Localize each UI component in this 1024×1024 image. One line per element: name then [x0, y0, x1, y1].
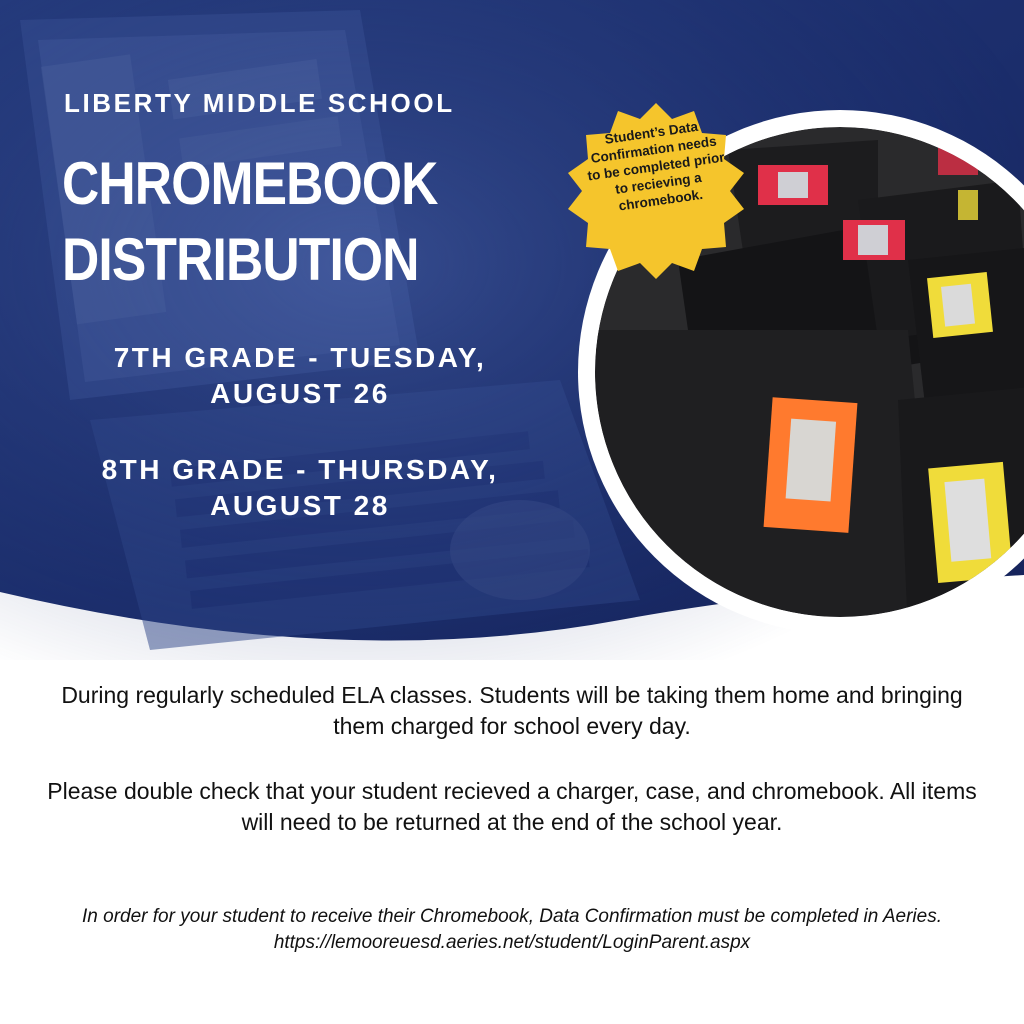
school-name: LIBERTY MIDDLE SCHOOL: [64, 88, 455, 118]
badge-text: Student’s Data Confirmation needs to be completed prior to recieving a chromebook.: [586, 118, 726, 214]
schedule-7th-grade: [40, 340, 560, 412]
schedule-8th-grade: [40, 452, 560, 524]
footnote-text: In order for your student to receive their Chromebook, Data Confirmation must be completed in Aeries.: [82, 906, 942, 927]
schedule-7th-grade-date: AUGUST 26: [210, 378, 390, 409]
schedule-7th-grade-day: 7TH GRADE - TUESDAY,: [113, 342, 487, 373]
schedule-8th-grade-date: AUGUST 28: [210, 490, 390, 521]
schedule-8th-grade-day: 8TH GRADE - THURSDAY,: [101, 454, 499, 485]
footnote: [40, 904, 984, 956]
paragraph-distribution-info: During regularly scheduled ELA classes. Students will be taking them home and bringing them charged for school every day.: [61, 682, 963, 739]
paragraph-return-info: Please double check that your student recieved a charger, case, and chromebook. All items will need to be returned at the end of the school year.: [47, 778, 977, 835]
aeries-login-link[interactable]: https://lemooreuesd.aeries.net/student/LoginParent.aspx: [273, 932, 751, 953]
event-title: CHROMEBOOK DISTRIBUTION: [62, 150, 438, 293]
